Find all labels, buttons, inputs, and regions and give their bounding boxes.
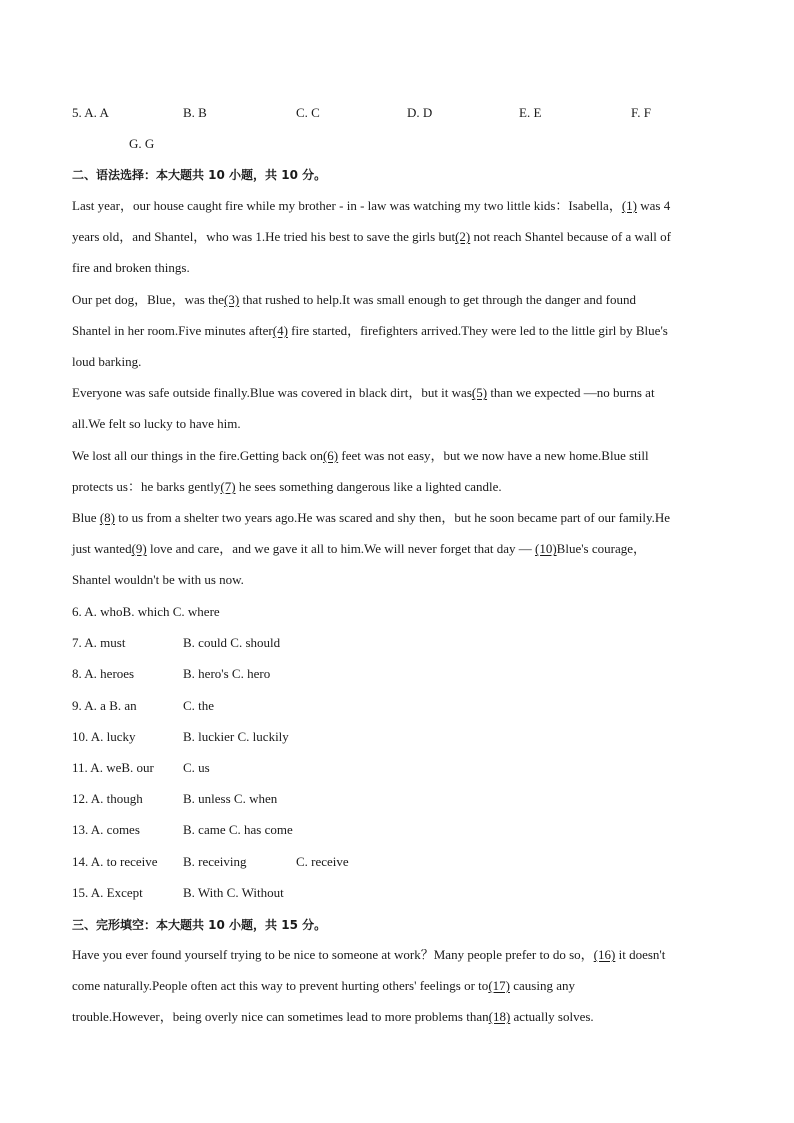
passage-text: Shantel wouldn't be with us now. <box>72 572 244 588</box>
section-2-passage-line <box>72 416 241 432</box>
section-2-passage-line <box>72 323 668 339</box>
section-2-passage-line <box>72 354 141 370</box>
question-option-group: 15. A. Except <box>72 884 143 900</box>
section-2-passage-line <box>72 541 646 557</box>
passage-text: than we expected —no burns at <box>487 385 655 401</box>
blank-marker: (1) <box>621 198 637 213</box>
passage-text: come naturally.People often act this way to prevent hurting others' feelings or to <box>72 978 489 993</box>
passage-text: loud barking. <box>72 354 142 369</box>
section-2-passage-line <box>72 292 636 308</box>
q5-option-a <box>72 105 109 121</box>
passage-text: love and care，and we gave it all to him.We will never forget that day — <box>146 541 535 557</box>
section-2-passage-line <box>72 260 190 276</box>
q5-option-a-label: A. A <box>84 105 109 120</box>
passage-text: was 4 <box>637 198 671 213</box>
passage-text: trouble.However，being overly nice can sometimes lead to more problems than <box>72 1009 489 1024</box>
section-2-passage-line <box>72 572 244 588</box>
blank-marker: (16) <box>593 947 616 962</box>
passage-text: he sees something dangerous like a lighted candle. <box>235 478 502 494</box>
passage-text: fire started，firefighters arrived.They were led to the little girl by Blue's <box>287 322 668 338</box>
question-option-group: 14. A. to receive <box>72 853 158 869</box>
blank-marker: (10) <box>534 541 557 557</box>
blank-marker: (7) <box>220 478 236 494</box>
passage-text: We lost all our things in the fire.Getting back on <box>72 447 323 463</box>
passage-text: to us from a shelter two years ago.He was scared and shy then，but he soon became part of our family.He <box>114 510 671 525</box>
section-3-heading: 三、完形填空：本大题共 10 小题，共 15 分。 <box>72 918 327 932</box>
passage-text: actually solves. <box>510 1009 594 1024</box>
q5-option-g: G. G <box>129 136 155 151</box>
blank-marker: (18) <box>488 1009 511 1024</box>
question-option-group: 6. A. whoB. which C. where <box>72 604 220 619</box>
passage-text: just wanted <box>72 541 132 557</box>
question-option-group: B. unless C. when <box>183 791 278 807</box>
question-option-group: B. receiving <box>183 853 247 869</box>
blank-marker: (4) <box>272 322 288 338</box>
blank-marker: (3) <box>224 291 240 307</box>
question-option-group: C. receive <box>296 853 349 869</box>
q5-number: 5. <box>72 105 82 120</box>
question-option-group: B. luckier C. luckily <box>183 728 289 744</box>
passage-text: Blue's courage， <box>556 541 646 557</box>
question-option-group: 10. A. lucky <box>72 728 136 744</box>
passage-text: Last year，our house caught fire while my brother - in - law was watching my two little kids：Isabella， <box>72 198 622 213</box>
q5-option-d: D. D <box>407 105 433 120</box>
passage-text: Our pet dog，Blue，was the <box>72 291 225 307</box>
passage-text: all.We felt so lucky to have him. <box>72 416 241 432</box>
question-option-group: 12. A. though <box>72 791 143 807</box>
passage-text: feet was not easy，but we now have a new home.Blue still <box>338 447 649 463</box>
question-option-group: B. With C. Without <box>183 884 284 900</box>
section-2-passage-line <box>72 479 502 495</box>
section-3-passage-line <box>72 1009 594 1025</box>
blank-marker: (5) <box>471 385 488 401</box>
section-2-passage-line <box>72 448 649 464</box>
question-option-group: 9. A. a B. an <box>72 697 137 713</box>
blank-marker: (17) <box>488 978 510 993</box>
q5-option-f: F. F <box>631 105 651 120</box>
question-option-group: 11. A. weB. our <box>72 760 154 775</box>
question-option-group: 13. A. comes <box>72 822 140 838</box>
section-2-heading: 二、语法选择：本大题共 10 小题，共 10 分。 <box>72 168 327 182</box>
passage-text: Everyone was safe outside finally.Blue was covered in black dirt，but it was <box>72 385 472 401</box>
question-option-group: 7. A. must <box>72 635 126 651</box>
section-2-passage-line <box>72 229 671 245</box>
q5-option-e: E. E <box>519 105 542 120</box>
passage-text: Shantel in her room.Five minutes after <box>72 322 273 338</box>
passage-text: not reach Shantel because of a wall of <box>470 229 671 245</box>
passage-text: years old，and Shantel，who was 1.He tried his best to save the girls but <box>72 229 456 245</box>
section-2-passage-line <box>72 198 670 214</box>
blank-marker: (6) <box>322 447 339 463</box>
question-option-group: B. came C. has come <box>183 822 293 838</box>
blank-marker: (8) <box>99 510 115 525</box>
section-2-passage-line <box>72 510 670 526</box>
blank-marker: (9) <box>131 541 147 557</box>
question-option-group: 8. A. heroes <box>72 666 135 682</box>
question-option-group: C. us <box>183 760 210 775</box>
question-option-group: B. hero's C. hero <box>183 666 271 682</box>
question-option-group: C. the <box>183 697 215 713</box>
passage-text: fire and broken things. <box>72 260 190 276</box>
q5-option-c: C. C <box>296 105 320 120</box>
passage-text: causing any <box>509 978 575 993</box>
passage-text: Have you ever found yourself trying to be nice to someone at work？Many people prefer to do so， <box>72 947 594 962</box>
section-2-passage-line <box>72 385 655 401</box>
blank-marker: (2) <box>455 229 471 245</box>
section-3-passage-line <box>72 978 575 994</box>
passage-text: Blue <box>72 510 100 525</box>
passage-text: that rushed to help.It was small enough to get through the danger and found <box>239 291 636 307</box>
q5-option-b: B. B <box>183 105 207 120</box>
section-3-passage-line <box>72 947 665 963</box>
question-option-group: B. could C. should <box>183 635 281 651</box>
passage-text: it doesn't <box>615 947 666 962</box>
passage-text: protects us：he barks gently <box>72 478 221 494</box>
